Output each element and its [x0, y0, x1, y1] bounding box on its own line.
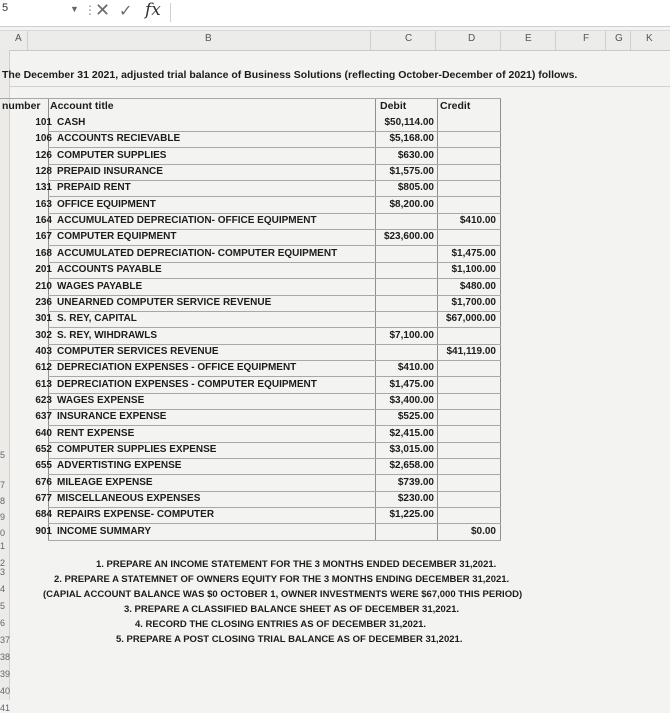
account-number: 613 [35, 379, 52, 390]
row-headers [0, 50, 11, 713]
debit-amount: $739.00 [397, 477, 434, 488]
account-number: 164 [35, 215, 52, 226]
row-divider [48, 474, 501, 475]
formula-input[interactable] [170, 3, 666, 22]
check-icon[interactable]: ✓ [119, 3, 133, 20]
account-number: 131 [35, 182, 52, 193]
credit-amount: $41,119.00 [446, 346, 496, 357]
account-title: COMPUTER SUPPLIES EXPENSE [57, 444, 217, 455]
account-number: 623 [35, 395, 52, 406]
row-divider [48, 327, 501, 328]
row-divider [48, 164, 501, 165]
instruction-2-note: (CAPIAL ACCOUNT BALANCE WAS $0 OCTOBER 1, OWNER INVESTMENTS WERE $67,000 THIS PERIOD) [43, 589, 523, 600]
row-divider [48, 458, 501, 459]
row-number[interactable]: 0 [0, 528, 6, 538]
header-debit: Debit [380, 100, 407, 112]
debit-amount: $3,015.00 [389, 444, 434, 455]
account-title: WAGES PAYABLE [57, 281, 143, 292]
account-title: OFFICE EQUIPMENT [57, 199, 156, 210]
account-number: 677 [35, 493, 52, 504]
credit-amount: $480.00 [459, 281, 496, 292]
account-title: ACCUMULATED DEPRECIATION- OFFICE EQUIPMENT [57, 215, 317, 226]
x-icon[interactable]: ✕ [95, 0, 111, 20]
debit-amount: $805.00 [397, 182, 434, 193]
header-account-title: Account title [50, 100, 114, 112]
row-number[interactable]: 7 [0, 480, 6, 490]
grid-line [0, 98, 501, 99]
account-title: UNEARNED COMPUTER SERVICE REVENUE [57, 297, 272, 308]
account-title: INSURANCE EXPENSE [57, 411, 167, 422]
account-title: COMPUTER SUPPLIES [57, 150, 167, 161]
fx-button[interactable]: fx [145, 0, 161, 20]
instruction-4: 4. RECORD THE CLOSING ENTRIES AS OF DECEMBER 31,2021. [135, 619, 427, 630]
row-number[interactable]: 39 [0, 669, 11, 679]
account-title: COMPUTER EQUIPMENT [57, 231, 177, 242]
column-header-c[interactable]: C [405, 33, 413, 44]
row-divider [48, 442, 501, 443]
credit-amount: $0.00 [470, 526, 496, 537]
row-divider [48, 147, 501, 148]
row-number[interactable]: 37 [0, 635, 11, 645]
account-title: ADVERTISTING EXPENSE [57, 460, 182, 471]
intro-text: The December 31 2021, adjusted trial balance of Business Solutions (reflecting October-December of 2021) follows. [2, 69, 578, 81]
debit-amount: $2,415.00 [389, 428, 434, 439]
credit-amount: $67,000.00 [445, 313, 496, 324]
debit-amount: $8,200.00 [389, 199, 434, 210]
column-header-e[interactable]: E [525, 33, 532, 44]
account-number: 302 [35, 330, 52, 341]
row-divider [48, 311, 501, 312]
credit-amount: $410.00 [459, 215, 496, 226]
account-title: INCOME SUMMARY [57, 526, 152, 537]
row-divider [48, 245, 501, 246]
row-divider [48, 213, 501, 214]
account-title: DEPRECIATION EXPENSES - COMPUTER EQUIPMENT [57, 379, 317, 390]
account-title: ACCOUNTS RECIEVABLE [57, 133, 181, 144]
row-number[interactable]: 9 [0, 512, 6, 522]
instruction-3: 3. PREPARE A CLASSIFIED BALANCE SHEET AS OF DECEMBER 31,2021. [124, 604, 460, 615]
row-number[interactable]: 6 [0, 618, 6, 628]
account-title: ACCUMULATED DEPRECIATION- COMPUTER EQUIPMENT [57, 248, 338, 259]
debit-amount: $1,475.00 [389, 379, 434, 390]
account-number: 236 [35, 297, 52, 308]
column-header-k[interactable]: K [646, 33, 653, 44]
row-divider [48, 295, 501, 296]
row-divider [48, 262, 501, 263]
row-divider [48, 523, 501, 524]
account-number: 126 [35, 150, 52, 161]
account-number: 210 [35, 281, 52, 292]
debit-amount: $50,114.00 [384, 117, 434, 128]
row-divider [48, 360, 501, 361]
column-header-a[interactable]: A [15, 33, 22, 44]
instruction-1: 1. PREPARE AN INCOME STATEMENT FOR THE 3 MONTHS ENDED DECEMBER 31,2021. [96, 559, 497, 570]
column-header-g[interactable]: G [615, 33, 623, 44]
row-number[interactable]: 2 [0, 558, 6, 568]
debit-amount: $3,400.00 [389, 395, 434, 406]
account-number: 403 [35, 346, 52, 357]
account-title: DEPRECIATION EXPENSES - OFFICE EQUIPMENT [57, 362, 297, 373]
account-number: 652 [35, 444, 52, 455]
account-number: 106 [35, 133, 52, 144]
account-number: 901 [35, 526, 52, 537]
account-title: CASH [57, 117, 86, 128]
instruction-5: 5. PREPARE A POST CLOSING TRIAL BALANCE AS OF DECEMBER 31,2021. [116, 634, 463, 645]
account-title: MILEAGE EXPENSE [57, 477, 153, 488]
account-title: REPAIRS EXPENSE- COMPUTER [57, 509, 215, 520]
account-title: WAGES EXPENSE [57, 395, 145, 406]
row-number[interactable]: 40 [0, 686, 11, 696]
row-divider [48, 196, 501, 197]
row-number[interactable]: 5 [0, 601, 6, 611]
row-number[interactable]: 4 [0, 584, 6, 594]
name-box[interactable]: 5 [2, 2, 9, 14]
row-divider [48, 491, 501, 492]
credit-amount: $1,700.00 [451, 297, 496, 308]
debit-amount: $23,600.00 [383, 231, 434, 242]
chevron-down-icon[interactable]: ▼ [70, 4, 79, 14]
row-divider [48, 278, 501, 279]
header-number: number [2, 100, 41, 112]
debit-amount: $230.00 [397, 493, 434, 504]
account-title: RENT EXPENSE [57, 428, 135, 439]
row-divider [48, 425, 501, 426]
account-number: 163 [35, 199, 52, 210]
debit-amount: $410.00 [397, 362, 434, 373]
account-number: 640 [35, 428, 52, 439]
debit-amount: $7,100.00 [389, 330, 434, 341]
row-divider [48, 344, 501, 345]
divider [9, 86, 670, 87]
row-divider [48, 409, 501, 410]
account-title: PREPAID INSURANCE [57, 166, 163, 177]
debit-amount: $2,658.00 [389, 460, 434, 471]
account-title: PREPAID RENT [57, 182, 131, 193]
account-number: 301 [35, 313, 52, 324]
account-number: 128 [35, 166, 52, 177]
account-title: S. REY, WIHDRAWLS [57, 330, 158, 341]
debit-amount: $5,168.00 [389, 133, 434, 144]
row-number[interactable]: 1 [0, 541, 6, 551]
row-divider [48, 131, 501, 132]
account-number: 168 [35, 248, 52, 259]
account-number: 612 [35, 362, 52, 373]
account-title: ACCOUNTS PAYABLE [57, 264, 162, 275]
debit-amount: $630.00 [397, 150, 434, 161]
account-number: 167 [35, 231, 52, 242]
formula-bar [0, 0, 670, 27]
account-title: COMPUTER SERVICES REVENUE [57, 346, 219, 357]
account-number: 684 [35, 509, 52, 520]
account-number: 201 [35, 264, 52, 275]
row-number[interactable]: 5 [0, 450, 6, 460]
column-header-f[interactable]: F [583, 33, 590, 44]
account-number: 101 [35, 117, 52, 128]
row-divider [48, 393, 501, 394]
account-title: MISCELLANEOUS EXPENSES [57, 493, 201, 504]
row-number[interactable]: 38 [0, 652, 11, 662]
column-headers [0, 30, 670, 51]
row-divider [48, 376, 501, 377]
account-number: 637 [35, 411, 52, 422]
credit-amount: $1,475.00 [451, 248, 496, 259]
row-number[interactable]: 3 [0, 567, 6, 577]
row-divider [48, 540, 501, 541]
account-number: 655 [35, 460, 52, 471]
more-icon: ⋮ [84, 3, 96, 17]
debit-amount: $1,225.00 [389, 509, 434, 520]
instruction-2: 2. PREPARE A STATEMNET OF OWNERS EQUITY FOR THE 3 MONTHS ENDING DECEMBER 31,2021. [54, 574, 510, 585]
column-header-b[interactable]: B [205, 33, 212, 44]
debit-amount: $525.00 [397, 411, 434, 422]
column-header-d[interactable]: D [468, 33, 476, 44]
account-title: S. REY, CAPITAL [57, 313, 137, 324]
debit-amount: $1,575.00 [389, 166, 434, 177]
account-number: 676 [35, 477, 52, 488]
row-number[interactable]: 8 [0, 496, 6, 506]
credit-amount: $1,100.00 [451, 264, 496, 275]
row-number[interactable]: 41 [0, 703, 11, 713]
header-credit: Credit [440, 100, 471, 112]
row-divider [48, 229, 501, 230]
row-divider [48, 180, 501, 181]
row-divider [48, 507, 501, 508]
